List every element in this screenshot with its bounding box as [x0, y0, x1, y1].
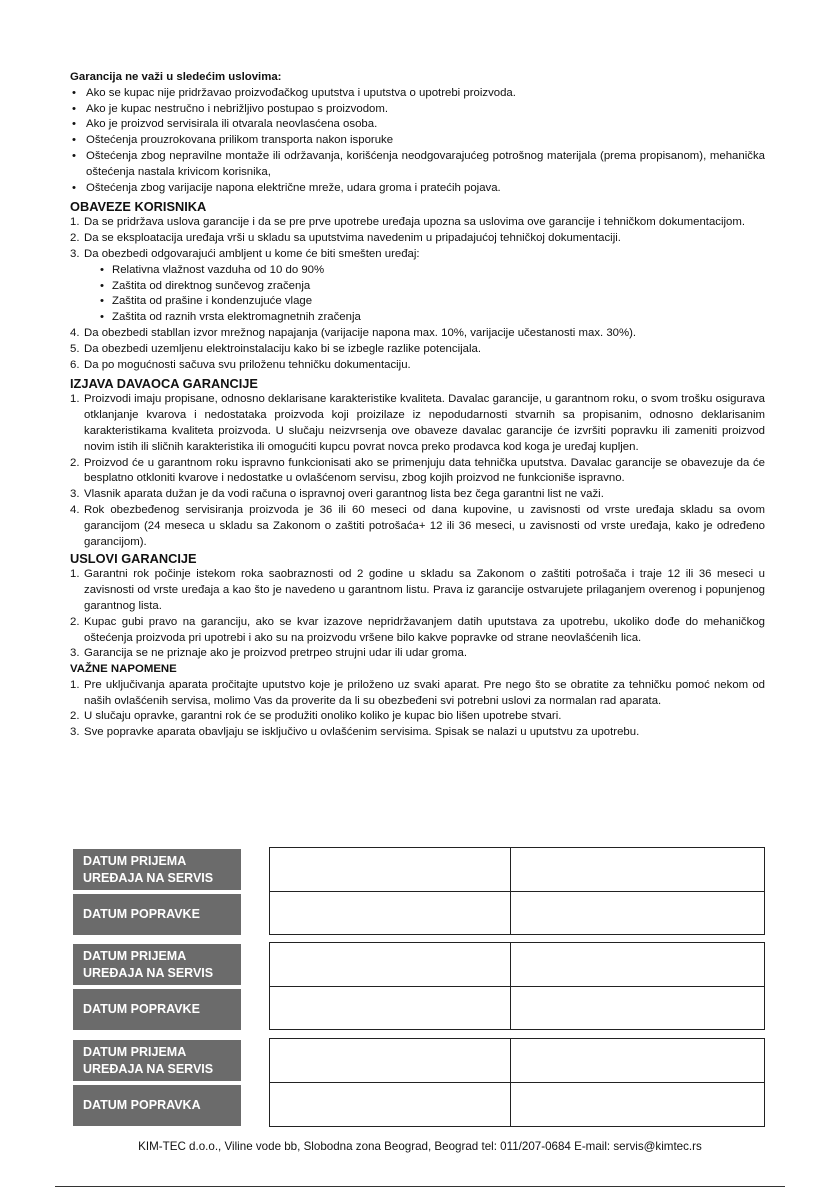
list-item: 6. Da po mogućnosti sačuva svu priloženu tehničku dokumentaciju.	[70, 358, 411, 371]
list-item: • Oštećenja prouzrokovana prilikom transporta nakon isporuke	[70, 133, 765, 149]
list-item: 2. Kupac gubi pravo na garanciju, ako se kvar izazove nepridržavanjem datih uputstava za upotrebu, ukoliko dođe do mehaničkog oštećenja proizvoda pri upotrebi i ako su na proizvodu vršene bilo kakve popravke od strane neovlašćenih lica.	[70, 615, 765, 644]
list-item: 3. Da obezbedi odgovarajući ambljent u kome će biti smešten uređaj: • Relativna vlažnost vazduha od 10 do 90% • Zaštita od direktnog sunčevog zračenja • Zaštita od prašine i kondenzujuće vlage • Zaštita od raznih vrsta elektromagnetnih zračenja	[70, 247, 765, 326]
received-date-cell[interactable]	[511, 1039, 764, 1083]
service-record-group	[73, 942, 765, 1030]
list-item: • Ako se kupac nije pridržavao proizvođačkog uputstva i uputstva o upotrebi proizvoda.	[70, 86, 765, 102]
repair-date-cell[interactable]	[270, 892, 511, 934]
received-date-label: DATUM PRIJEMA UREĐAJA NA SERVIS	[73, 1040, 241, 1081]
list-item: 1. Da se pridržava uslova garancije i da se pre prve upotrebe uređaja upozna sa uslovima ove garancije i tehničkom dokumentacijom.	[70, 216, 746, 229]
list-item: 1. Proizvodi imaju propisane, odnosno deklarisane karakteristike kvaliteta. Davalac garancije, u garantnom roku, o svom trošku osigurava otklanjanje kvarova i nedostataka proizvoda koji proizilaze iz nepodudarnosti stvarnih sa propisanim, odnosno deklarisanim karakteristikama kvaliteta proizvoda. U slučaju neizvrsenja ove obaveze davalac garancije će izvršiti popravku ili zameniti proizvod novim istih ili sličnih karakteristika ili omogućiti kupcu povrat novca preko prodavca kod koga je uređaj kupljen.	[70, 393, 765, 453]
service-date-table	[269, 847, 765, 935]
received-date-cell[interactable]	[270, 848, 511, 892]
list-item: • Zaštita od prašine i kondenzujuće vlage	[98, 294, 765, 310]
ambient-requirements-list	[84, 263, 765, 326]
repair-date-cell[interactable]	[511, 987, 764, 1029]
service-record-group	[73, 1038, 765, 1127]
received-date-label: DATUM PRIJEMA UREĐAJA NA SERVIS	[73, 944, 241, 985]
list-item: 3. Garancija se ne priznaje ako je proizvod pretrpeo strujni udar ili udar groma.	[70, 647, 468, 660]
repair-date-label: DATUM POPRAVKE	[73, 989, 241, 1030]
list-item: 2. Proizvod će u garantnom roku ispravno funkcionisati ako se primenjuju data tehnička uputstva. Davalac garancije se obavezuje da će besplatno otkloniti kvarove i nedostatke u ovlašćenom servisu, zbog kojih proizvod ne funkcioniše ispravno.	[70, 456, 765, 485]
received-date-cell[interactable]	[511, 848, 764, 892]
list-item: 2. U slučaju opravke, garantni rok će se produžiti onoliko koliko je kupac bio lišen upotrebe stvari.	[70, 710, 562, 723]
footer-divider	[55, 1186, 785, 1187]
received-date-cell[interactable]	[511, 943, 764, 987]
list-item: 4. Da obezbedi stabllan izvor mrežnog napajanja (varijacije napona max. 10%, varijacije učestanosti max. 30%).	[70, 326, 637, 339]
received-date-cell[interactable]	[270, 943, 511, 987]
list-item: 3. Vlasnik aparata dužan je da vodi računa o ispravnoj overi garantnog lista bez čega garantni list ne važi.	[70, 488, 604, 501]
list-item: 5. Da obezbedi uzemljenu elektroinstalaciju kako bi se izbegle razlike potencijala.	[70, 342, 481, 355]
notes-list	[70, 678, 765, 741]
repair-date-cell[interactable]	[511, 1083, 764, 1126]
repair-date-cell[interactable]	[270, 1083, 511, 1126]
warranty-document	[70, 70, 765, 741]
list-item: 1. Garantni rok počinje istekom roka saobraznosti od 2 godine u skladu sa Zakonom o zaštiti potrošača i traje 12 ili 36 meseci u zavisnosti od vrste uređaja a kao što je navedeno u garantnom listu. Prava iz garancije ostvarujete prilaganjem overenog i popunjenog garantnog lista.	[70, 568, 765, 612]
list-item: • Zaštita od direktnog sunčevog zračenja	[98, 279, 765, 295]
terms-list	[70, 567, 765, 662]
declaration-list	[70, 392, 765, 550]
list-item: 4. Rok obezbeđenog servisiranja proizvoda je 36 ili 60 meseci od dana kupovine, u zavisnosti od vrste uređaja skladu sa ovom garancijom (24 meseca u skladu sa Zakonom o zaštiti potrošaća+ 12 ili 36 meseci, u zavisnosti od vrste uređaja, kako je određeno garancijom).	[70, 503, 765, 548]
service-record-group	[73, 847, 765, 935]
repair-date-cell[interactable]	[511, 892, 764, 934]
list-item: 2. Da se eksploatacija uređaja vrši u skladu sa uputstvima navedenim u pripadajućoj tehničkoj dokumentaciji.	[70, 232, 621, 245]
repair-date-label: DATUM POPRAVKA	[73, 1085, 241, 1126]
terms-heading: USLOVI GARANCIJE	[70, 551, 197, 567]
list-item: 3. Sve popravke aparata obavljaju se isključivo u ovlašćenim servisima. Spisak se nalazi u uputstvu za upotrebu.	[70, 726, 640, 739]
list-item: 1. Pre uključivanja aparata pročitajte uputstvo koje je priloženo uz svaki aparat. Pre nego što se obratite za tehničku pomoć nekom od naših ovlašćenih servisa, molimo Vas da proverite da li su obezbeđeni svi potrebni uslovi za normalan rad aparata.	[70, 678, 765, 707]
list-item: • Ako je kupac nestručno i nebrižljivo postupao s proizvodom.	[70, 102, 765, 118]
list-item: • Zaštita od raznih vrsta elektromagnetnih zračenja	[98, 310, 765, 326]
list-item: • Oštećenja zbog varijacije napona električne mreže, udara groma i pratećih pojava.	[70, 181, 765, 197]
list-item: • Ako je proizvod servisirala ili otvarala neovlasćena osoba.	[70, 117, 765, 133]
list-item: • Oštećenja zbog nepravilne montaže ili održavanja, korišćenja neodgovarajućeg potrošnog materijala (prema propisanom), mehanička oštećenja nastala krivicom korisnika,	[70, 149, 765, 181]
conditions-list	[70, 86, 765, 197]
repair-date-cell[interactable]	[270, 987, 511, 1029]
obligations-list	[70, 215, 765, 373]
received-date-label: DATUM PRIJEMA UREĐAJA NA SERVIS	[73, 849, 241, 890]
list-item: • Relativna vlažnost vazduha od 10 do 90%	[98, 263, 765, 279]
conditions-heading: Garancija ne važi u sledećim uslovima:	[70, 71, 282, 83]
obligations-heading: OBAVEZE KORISNIKA	[70, 199, 207, 215]
notes-heading: VAŽNE NAPOMENE	[70, 663, 177, 676]
received-date-cell[interactable]	[270, 1039, 511, 1083]
company-footer: KIM-TEC d.o.o., Viline vode bb, Slobodna zona Beograd, Beograd tel: 011/207-0684 E-mail: servis@kimtec.rs	[138, 1140, 702, 1153]
declaration-heading: IZJAVA DAVAOCA GARANCIJE	[70, 376, 258, 392]
repair-date-label: DATUM POPRAVKE	[73, 894, 241, 935]
service-date-table	[269, 1038, 765, 1127]
service-date-table	[269, 942, 765, 1030]
